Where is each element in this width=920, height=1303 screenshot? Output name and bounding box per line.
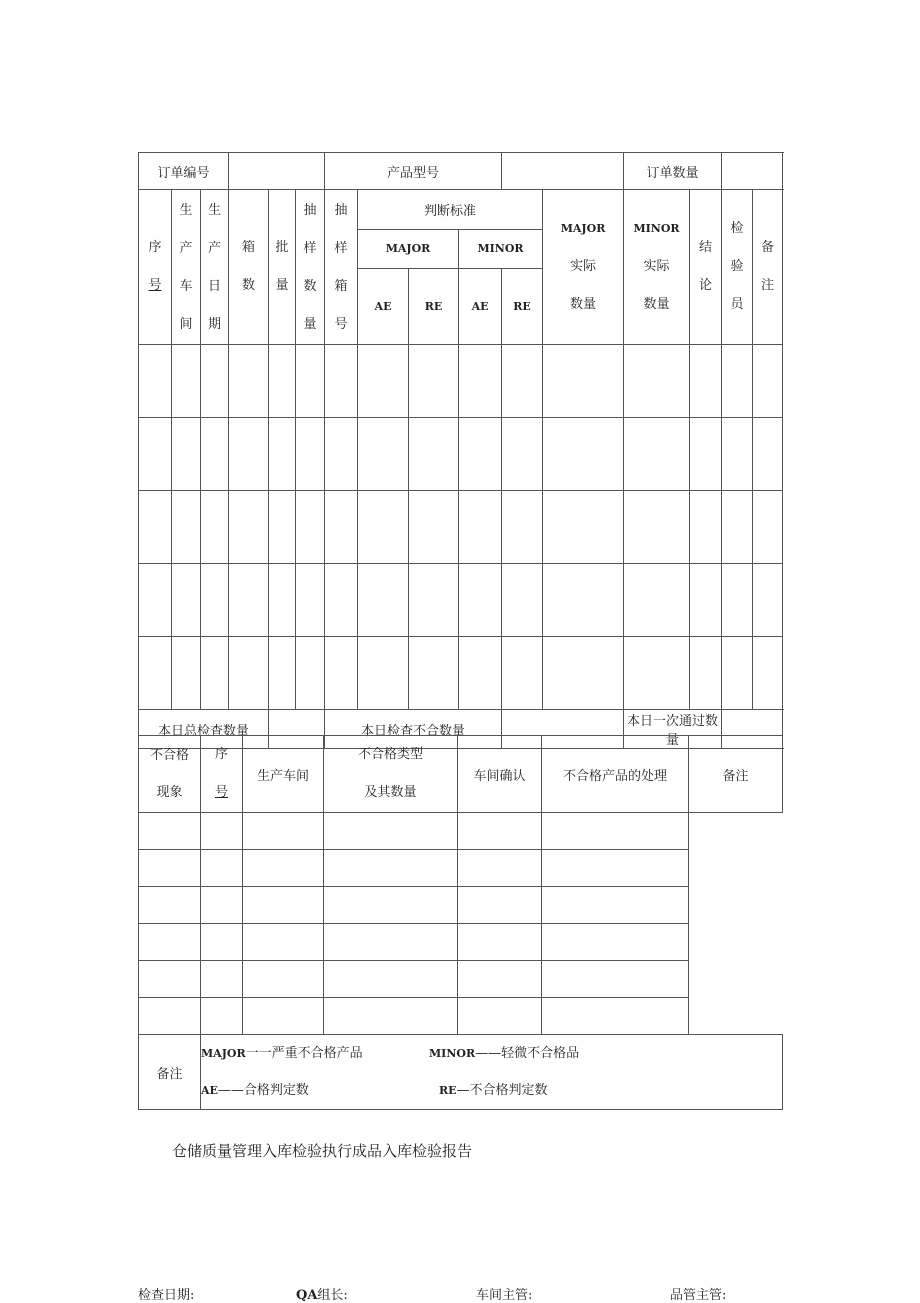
note-re: RE [439,1084,457,1097]
col-major-actual: MAJOR 实际 数量 [543,190,624,345]
order-no-value[interactable] [229,153,325,190]
table-cell[interactable] [172,345,201,418]
defect-row [139,924,783,961]
order-qty-label: 订单数量 [624,153,722,190]
defects-col-workshop: 生产车间 [243,736,324,813]
table-cell[interactable] [722,637,753,710]
defect-cell[interactable] [458,998,542,1035]
defect-cell[interactable] [201,813,243,850]
note-minor: MINOR [429,1047,476,1060]
defect-cell[interactable] [243,887,324,924]
notes-content [201,1035,783,1110]
defects-col-type: 不合格类型 及其数量 [324,736,458,813]
order-info-row [139,153,783,190]
note-minor-text: ——轻微不合格品 [475,1046,580,1061]
col-minor-ae: AE [459,268,502,344]
table-cell[interactable] [409,418,459,491]
defect-cell[interactable] [139,813,201,850]
note-major-text: 一一严重不合格产品 [245,1046,363,1061]
table-row [139,564,783,637]
table-cell[interactable] [358,564,409,637]
table-cell[interactable] [753,418,783,491]
defects-rows [139,813,783,1035]
table-cell[interactable] [269,491,296,564]
table-cell[interactable] [229,345,269,418]
defect-cell[interactable] [201,998,243,1035]
table-cell[interactable] [269,418,296,491]
table-cell[interactable] [325,564,358,637]
defect-cell[interactable] [324,924,458,961]
table-cell[interactable] [229,491,269,564]
defect-row [139,887,783,924]
footer-workshop: 车间主管: [476,1288,533,1303]
defect-cell[interactable] [542,961,689,998]
defect-cell[interactable] [243,850,324,887]
note-ae-text: ——合格判定数 [217,1083,309,1098]
footer-quality: 品管主管: [670,1288,727,1303]
defect-row [139,998,783,1035]
col-minor-actual: MINOR 实际 数量 [624,190,690,345]
table-cell[interactable] [624,418,690,491]
defect-row [139,850,783,887]
model-value[interactable] [502,153,624,190]
table-cell[interactable] [229,418,269,491]
table-cell[interactable] [325,345,358,418]
table-cell[interactable] [325,418,358,491]
footer-qa-prefix: QA [296,1288,318,1303]
table-cell[interactable] [172,564,201,637]
table-cell[interactable] [409,564,459,637]
table-cell[interactable] [722,564,753,637]
pass-label: 本日一次通过数量 [624,710,722,749]
defect-cell[interactable] [324,961,458,998]
defects-header-row [139,736,783,813]
defect-cell[interactable] [201,924,243,961]
col-workshop: 生 产 车 间 [172,190,201,345]
table-cell[interactable] [502,564,543,637]
table-cell[interactable] [201,418,229,491]
defects-col-confirm: 车间确认 [458,736,542,813]
inspection-rows [139,345,783,710]
col-major: MAJOR [358,229,459,268]
col-sample-qty: 抽 样 数 量 [296,190,325,345]
table-row [139,637,783,710]
table-cell[interactable] [543,345,624,418]
column-header-row-1 [139,190,783,230]
col-sample-box: 抽 样 箱 号 [325,190,358,345]
defect-cell[interactable] [542,887,689,924]
table-cell[interactable] [201,637,229,710]
order-qty-value[interactable] [722,153,783,190]
col-box-count: 箱 数 [229,190,269,345]
defect-cell[interactable] [139,924,201,961]
note-ae: AE [201,1084,218,1097]
table-cell[interactable] [325,491,358,564]
table-cell[interactable] [269,637,296,710]
defect-cell[interactable] [542,998,689,1035]
total-label: 本日总检查数量 [139,710,269,749]
table-cell[interactable] [296,491,325,564]
defect-cell[interactable] [243,813,324,850]
table-cell[interactable] [172,491,201,564]
defect-cell[interactable] [458,813,542,850]
table-cell[interactable] [690,345,722,418]
table-cell[interactable] [722,345,753,418]
table-cell[interactable] [139,564,172,637]
defect-cell[interactable] [542,813,689,850]
table-cell[interactable] [502,345,543,418]
table-cell[interactable] [624,345,690,418]
defect-cell[interactable] [324,850,458,887]
table-cell[interactable] [358,345,409,418]
table-cell[interactable] [459,564,502,637]
notes-line-2 [201,1072,782,1109]
defect-cell[interactable] [201,961,243,998]
table-cell[interactable] [543,491,624,564]
defect-cell[interactable] [458,850,542,887]
defect-cell[interactable] [201,850,243,887]
defects-col-handling: 不合格产品的处理 [542,736,689,813]
table-cell[interactable] [543,418,624,491]
table-cell[interactable] [409,491,459,564]
table-cell[interactable] [201,491,229,564]
col-minor: MINOR [459,229,543,268]
fail-label: 本日检查不合数量 [325,710,502,749]
table-cell[interactable] [459,345,502,418]
table-cell[interactable] [502,491,543,564]
table-cell[interactable] [690,637,722,710]
table-cell[interactable] [358,637,409,710]
defect-cell[interactable] [458,887,542,924]
table-cell[interactable] [753,564,783,637]
table-cell[interactable] [296,564,325,637]
table-cell[interactable] [269,345,296,418]
defect-cell[interactable] [139,961,201,998]
defect-cell[interactable] [243,961,324,998]
note-re-text: —不合格判定数 [456,1083,548,1098]
table-cell[interactable] [459,418,502,491]
col-major-re: RE [409,268,459,344]
defect-row [139,961,783,998]
defects-section-label: 不合格 现象 [139,736,201,813]
defects-col-seq: 序 号 [201,736,243,813]
table-cell[interactable] [690,491,722,564]
table-cell[interactable] [201,345,229,418]
defect-cell[interactable] [243,924,324,961]
defect-cell[interactable] [201,887,243,924]
col-minor-re: RE [502,268,543,344]
table-cell[interactable] [139,491,172,564]
document-caption: 仓储质量管理入库检验执行成品入库检验报告 [172,1142,473,1160]
inspection-form-main [138,152,783,749]
table-cell[interactable] [722,491,753,564]
table-cell[interactable] [502,418,543,491]
col-criteria: 判断标准 [358,190,543,230]
defect-cell[interactable] [458,924,542,961]
table-cell[interactable] [358,491,409,564]
defect-cell[interactable] [542,924,689,961]
notes-line-1 [201,1035,782,1072]
defect-cell[interactable] [139,850,201,887]
defect-cell[interactable] [243,998,324,1035]
table-cell[interactable] [139,345,172,418]
table-cell[interactable] [502,637,543,710]
table-cell[interactable] [296,637,325,710]
col-prod-date: 生 产 日 期 [201,190,229,345]
table-cell[interactable] [753,491,783,564]
table-cell[interactable] [296,418,325,491]
notes-label: 备注 [139,1035,201,1110]
table-cell[interactable] [139,418,172,491]
model-label: 产品型号 [325,153,502,190]
col-seq: 序 号 [139,190,172,345]
col-remark: 备 注 [753,190,783,345]
table-cell[interactable] [459,637,502,710]
table-cell[interactable] [296,345,325,418]
table-cell[interactable] [201,564,229,637]
defect-cell[interactable] [139,887,201,924]
footer-qa [296,1284,348,1303]
table-cell[interactable] [269,564,296,637]
table-cell[interactable] [690,418,722,491]
table-cell[interactable] [543,564,624,637]
table-cell[interactable] [722,418,753,491]
table-cell[interactable] [409,637,459,710]
table-cell[interactable] [624,491,690,564]
defect-row [139,813,783,850]
table-cell[interactable] [229,564,269,637]
col-conclusion: 结 论 [690,190,722,345]
table-cell[interactable] [624,564,690,637]
table-cell[interactable] [690,564,722,637]
table-cell[interactable] [172,637,201,710]
table-cell[interactable] [358,418,409,491]
defect-cell[interactable] [324,998,458,1035]
table-cell[interactable] [409,345,459,418]
table-cell[interactable] [229,637,269,710]
defects-table [138,735,783,1110]
table-cell[interactable] [459,491,502,564]
defect-cell[interactable] [139,998,201,1035]
col-batch-qty: 批 量 [269,190,296,345]
note-major: MAJOR [201,1047,246,1060]
defect-cell[interactable] [458,961,542,998]
table-cell[interactable] [753,637,783,710]
defects-col-remark: 备注 [689,736,783,813]
footer-date: 检查日期: [138,1288,195,1303]
table-row [139,418,783,491]
table-cell[interactable] [172,418,201,491]
col-inspector: 检 验 员 [722,190,753,345]
defect-cell[interactable] [324,887,458,924]
table-cell[interactable] [753,345,783,418]
table-row [139,491,783,564]
notes-row [139,1035,783,1110]
table-row [139,345,783,418]
table-cell[interactable] [624,637,690,710]
col-major-ae: AE [358,268,409,344]
table-cell[interactable] [543,637,624,710]
defect-cell[interactable] [542,850,689,887]
order-no-label: 订单编号 [139,153,229,190]
table-cell[interactable] [325,637,358,710]
table-cell[interactable] [139,637,172,710]
defect-cell[interactable] [324,813,458,850]
footer-qa-label: 组长: [317,1288,348,1303]
